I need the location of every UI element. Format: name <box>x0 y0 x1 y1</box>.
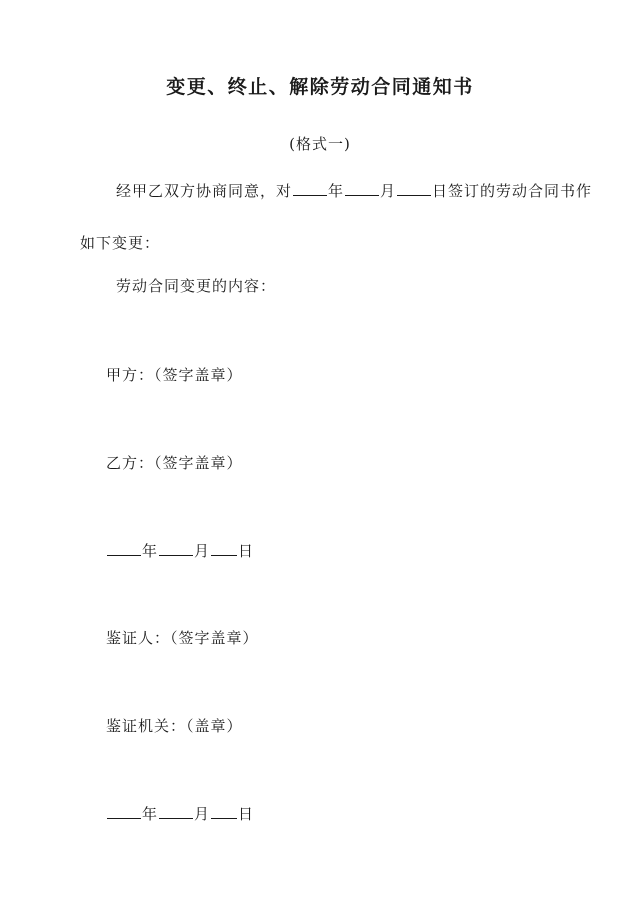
party-a-signature: 甲方：（签字盖章） <box>106 366 243 384</box>
para1-month: 月 <box>380 182 397 200</box>
blank-month-field <box>159 804 193 819</box>
date2-year: 年 <box>142 805 159 823</box>
date2-day: 日 <box>238 805 255 823</box>
document-title: 变更、终止、解除劳动合同通知书 <box>166 76 474 98</box>
para1-year: 年 <box>328 182 345 200</box>
blank-year-field <box>107 804 141 819</box>
date2-month: 月 <box>194 805 211 823</box>
blank-year-field <box>293 181 327 196</box>
blank-year-field <box>107 541 141 556</box>
party-b-signature: 乙方：（签字盖章） <box>106 454 243 472</box>
date1-day: 日 <box>238 542 255 560</box>
date1-month: 月 <box>194 542 211 560</box>
blank-day-field <box>211 804 237 819</box>
date-line-1 <box>106 541 254 561</box>
blank-month-field <box>345 181 379 196</box>
para1-prefix: 经甲乙双方协商同意，对 <box>116 182 293 200</box>
blank-day-field <box>397 181 431 196</box>
witness-org-seal: 鉴证机关：（盖章） <box>106 717 243 735</box>
paragraph-agreement-line1 <box>116 181 592 201</box>
blank-day-field <box>211 541 237 556</box>
para1-suffix: 日签订的劳动合同书作 <box>432 182 593 200</box>
date1-year: 年 <box>142 542 159 560</box>
content-label: 劳动合同变更的内容： <box>116 277 277 295</box>
blank-month-field <box>159 541 193 556</box>
date-line-2 <box>106 804 254 824</box>
paragraph-agreement-line2: 如下变更： <box>80 234 161 252</box>
format-subtitle: (格式一) <box>289 135 351 153</box>
witness-signature: 鉴证人：（签字盖章） <box>106 629 259 647</box>
